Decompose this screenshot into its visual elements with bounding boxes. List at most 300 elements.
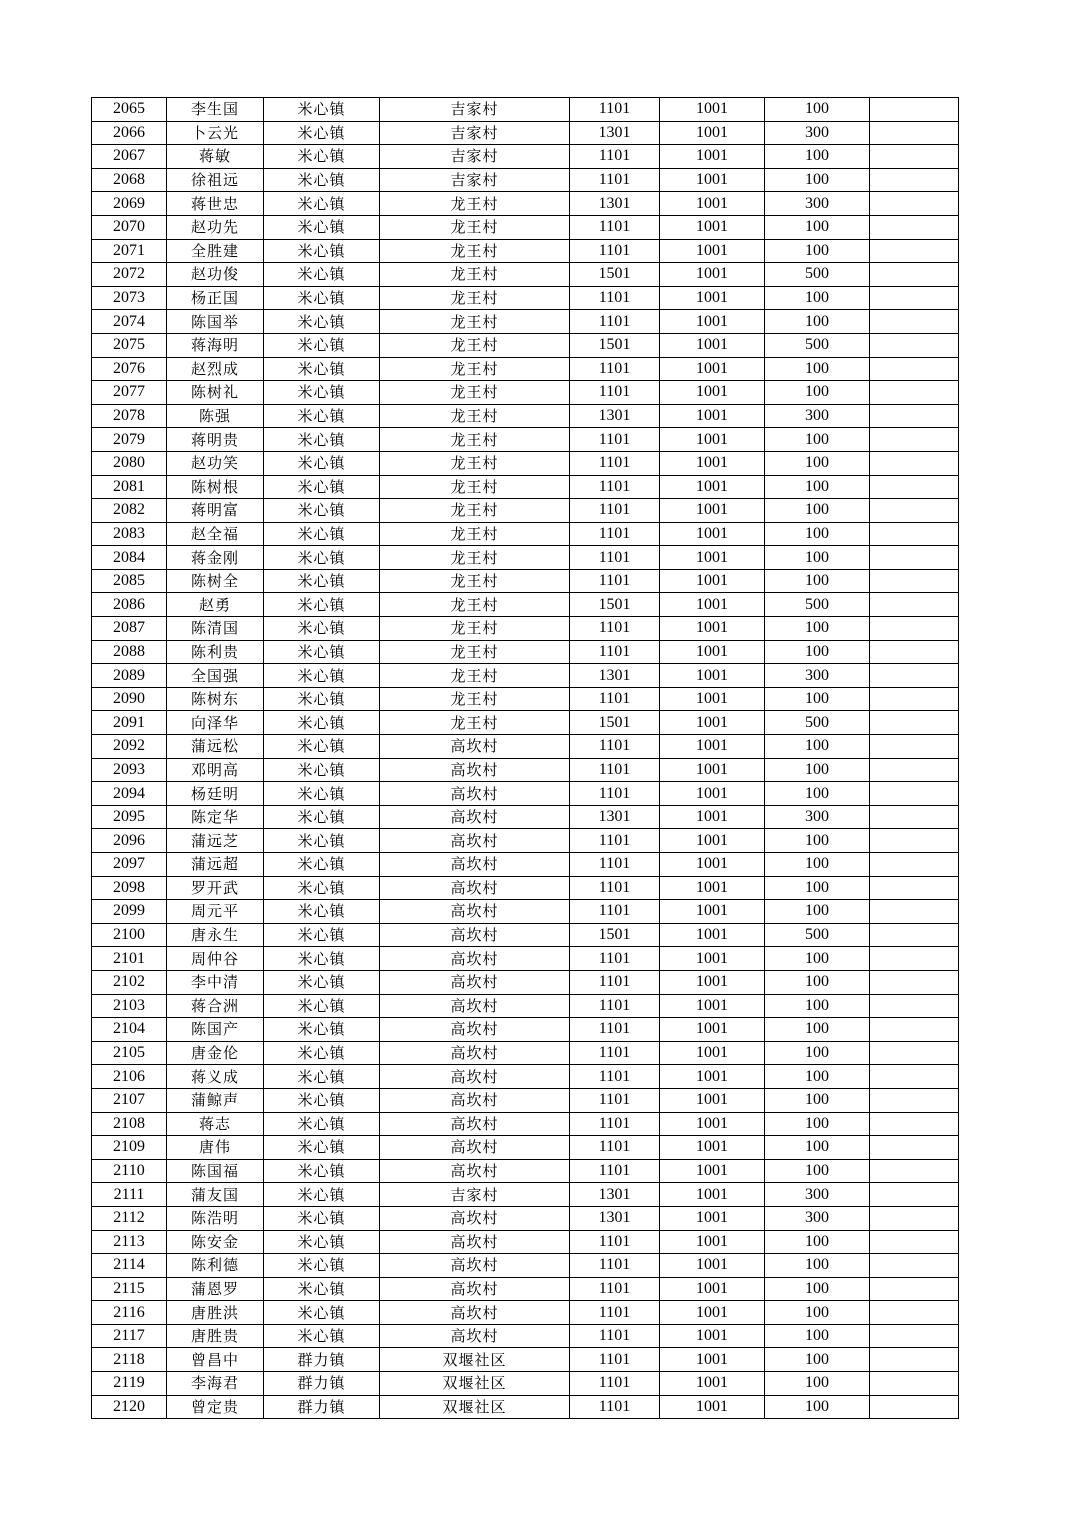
town-cell: 米心镇 [264, 1136, 380, 1160]
remark-cell [870, 546, 959, 570]
code-cell: 1101 [570, 758, 660, 782]
village-cell: 高坎村 [380, 876, 570, 900]
type-code-cell: 1001 [660, 121, 765, 145]
name-cell: 罗开武 [167, 876, 264, 900]
amount-cell: 100 [765, 1018, 870, 1042]
type-code-cell: 1001 [660, 168, 765, 192]
type-code-cell: 1001 [660, 805, 765, 829]
remark-cell [870, 381, 959, 405]
name-cell: 李中清 [167, 970, 264, 994]
amount-cell: 100 [765, 1301, 870, 1325]
type-code-cell: 1001 [660, 475, 765, 499]
name-cell: 陈树东 [167, 687, 264, 711]
name-cell: 赵功先 [167, 215, 264, 239]
row-number-cell: 2096 [92, 829, 167, 853]
row-number-cell: 2097 [92, 853, 167, 877]
town-cell: 米心镇 [264, 853, 380, 877]
type-code-cell: 1001 [660, 970, 765, 994]
code-cell: 1101 [570, 1254, 660, 1278]
village-cell: 高坎村 [380, 900, 570, 924]
amount-cell: 100 [765, 381, 870, 405]
town-cell: 米心镇 [264, 1041, 380, 1065]
table-row [92, 1088, 959, 1112]
row-number-cell: 2109 [92, 1136, 167, 1160]
amount-cell: 100 [765, 522, 870, 546]
table-row [92, 98, 959, 122]
type-code-cell: 1001 [660, 1018, 765, 1042]
amount-cell: 100 [765, 310, 870, 334]
name-cell: 赵烈成 [167, 357, 264, 381]
village-cell: 高坎村 [380, 1301, 570, 1325]
remark-cell [870, 1136, 959, 1160]
code-cell: 1101 [570, 428, 660, 452]
name-cell: 曾定贵 [167, 1395, 264, 1419]
row-number-cell: 2073 [92, 286, 167, 310]
amount-cell: 300 [765, 805, 870, 829]
type-code-cell: 1001 [660, 711, 765, 735]
name-cell: 杨廷明 [167, 782, 264, 806]
type-code-cell: 1001 [660, 876, 765, 900]
amount-cell: 100 [765, 145, 870, 169]
name-cell: 陈国产 [167, 1018, 264, 1042]
table-row [92, 1112, 959, 1136]
remark-cell [870, 1324, 959, 1348]
remark-cell [870, 593, 959, 617]
town-cell: 米心镇 [264, 1159, 380, 1183]
code-cell: 1101 [570, 1301, 660, 1325]
town-cell: 米心镇 [264, 687, 380, 711]
remark-cell [870, 758, 959, 782]
name-cell: 蒋敏 [167, 145, 264, 169]
row-number-cell: 2103 [92, 994, 167, 1018]
code-cell: 1101 [570, 168, 660, 192]
name-cell: 卜云光 [167, 121, 264, 145]
name-cell: 蒲恩罗 [167, 1277, 264, 1301]
table-row [92, 499, 959, 523]
type-code-cell: 1001 [660, 215, 765, 239]
town-cell: 米心镇 [264, 1183, 380, 1207]
table-row [92, 1277, 959, 1301]
row-number-cell: 2092 [92, 735, 167, 759]
name-cell: 陈定华 [167, 805, 264, 829]
type-code-cell: 1001 [660, 664, 765, 688]
table-row [92, 428, 959, 452]
remark-cell [870, 664, 959, 688]
row-number-cell: 2115 [92, 1277, 167, 1301]
name-cell: 蒋金刚 [167, 546, 264, 570]
town-cell: 米心镇 [264, 98, 380, 122]
type-code-cell: 1001 [660, 546, 765, 570]
town-cell: 米心镇 [264, 357, 380, 381]
table-row [92, 758, 959, 782]
row-number-cell: 2101 [92, 947, 167, 971]
amount-cell: 100 [765, 1065, 870, 1089]
table-row [92, 1065, 959, 1089]
village-cell: 吉家村 [380, 168, 570, 192]
town-cell: 米心镇 [264, 640, 380, 664]
table-row [92, 121, 959, 145]
town-cell: 米心镇 [264, 1277, 380, 1301]
remark-cell [870, 404, 959, 428]
type-code-cell: 1001 [660, 522, 765, 546]
amount-cell: 100 [765, 239, 870, 263]
code-cell: 1301 [570, 664, 660, 688]
table-row [92, 923, 959, 947]
village-cell: 高坎村 [380, 1041, 570, 1065]
village-cell: 高坎村 [380, 923, 570, 947]
name-cell: 蒋明贵 [167, 428, 264, 452]
name-cell: 蒋海明 [167, 333, 264, 357]
remark-cell [870, 829, 959, 853]
name-cell: 陈清国 [167, 617, 264, 641]
village-cell: 龙王村 [380, 404, 570, 428]
village-cell: 双堰社区 [380, 1348, 570, 1372]
remark-cell [870, 1230, 959, 1254]
table-row [92, 1159, 959, 1183]
village-cell: 吉家村 [380, 145, 570, 169]
name-cell: 周仲谷 [167, 947, 264, 971]
table-row [92, 1301, 959, 1325]
type-code-cell: 1001 [660, 98, 765, 122]
row-number-cell: 2070 [92, 215, 167, 239]
name-cell: 陈国举 [167, 310, 264, 334]
type-code-cell: 1001 [660, 192, 765, 216]
village-cell: 龙王村 [380, 593, 570, 617]
village-cell: 高坎村 [380, 1254, 570, 1278]
amount-cell: 100 [765, 1254, 870, 1278]
name-cell: 陈树礼 [167, 381, 264, 405]
data-table [91, 97, 959, 1419]
table-row [92, 145, 959, 169]
table-row [92, 239, 959, 263]
amount-cell: 100 [765, 451, 870, 475]
village-cell: 龙王村 [380, 192, 570, 216]
amount-cell: 300 [765, 404, 870, 428]
name-cell: 向泽华 [167, 711, 264, 735]
village-cell: 高坎村 [380, 947, 570, 971]
code-cell: 1101 [570, 546, 660, 570]
table-row [92, 1372, 959, 1396]
row-number-cell: 2120 [92, 1395, 167, 1419]
amount-cell: 100 [765, 1395, 870, 1419]
amount-cell: 100 [765, 829, 870, 853]
amount-cell: 100 [765, 735, 870, 759]
name-cell: 唐胜洪 [167, 1301, 264, 1325]
table-row [92, 853, 959, 877]
amount-cell: 100 [765, 1041, 870, 1065]
village-cell: 高坎村 [380, 1230, 570, 1254]
table-row [92, 168, 959, 192]
table-row [92, 687, 959, 711]
row-number-cell: 2118 [92, 1348, 167, 1372]
remark-cell [870, 1395, 959, 1419]
village-cell: 高坎村 [380, 735, 570, 759]
code-cell: 1101 [570, 1088, 660, 1112]
town-cell: 米心镇 [264, 994, 380, 1018]
remark-cell [870, 168, 959, 192]
table-row [92, 333, 959, 357]
table-row [92, 900, 959, 924]
row-number-cell: 2104 [92, 1018, 167, 1042]
code-cell: 1101 [570, 215, 660, 239]
table-row [92, 947, 959, 971]
town-cell: 米心镇 [264, 145, 380, 169]
table-row [92, 1206, 959, 1230]
remark-cell [870, 640, 959, 664]
table-body [92, 98, 959, 1419]
town-cell: 米心镇 [264, 1206, 380, 1230]
amount-cell: 100 [765, 1277, 870, 1301]
code-cell: 1101 [570, 829, 660, 853]
type-code-cell: 1001 [660, 1277, 765, 1301]
remark-cell [870, 711, 959, 735]
row-number-cell: 2077 [92, 381, 167, 405]
table-row [92, 1018, 959, 1042]
name-cell: 唐伟 [167, 1136, 264, 1160]
village-cell: 龙王村 [380, 546, 570, 570]
town-cell: 米心镇 [264, 593, 380, 617]
village-cell: 龙王村 [380, 381, 570, 405]
town-cell: 米心镇 [264, 522, 380, 546]
table-row [92, 1254, 959, 1278]
code-cell: 1101 [570, 451, 660, 475]
town-cell: 米心镇 [264, 121, 380, 145]
name-cell: 陈国福 [167, 1159, 264, 1183]
village-cell: 高坎村 [380, 853, 570, 877]
row-number-cell: 2091 [92, 711, 167, 735]
village-cell: 吉家村 [380, 1183, 570, 1207]
code-cell: 1101 [570, 522, 660, 546]
name-cell: 蒋志 [167, 1112, 264, 1136]
row-number-cell: 2072 [92, 263, 167, 287]
remark-cell [870, 98, 959, 122]
type-code-cell: 1001 [660, 499, 765, 523]
name-cell: 赵功俊 [167, 263, 264, 287]
type-code-cell: 1001 [660, 1254, 765, 1278]
remark-cell [870, 357, 959, 381]
village-cell: 高坎村 [380, 1206, 570, 1230]
name-cell: 蒋明富 [167, 499, 264, 523]
amount-cell: 100 [765, 569, 870, 593]
town-cell: 米心镇 [264, 1065, 380, 1089]
code-cell: 1501 [570, 923, 660, 947]
name-cell: 陈浩明 [167, 1206, 264, 1230]
table-row [92, 192, 959, 216]
row-number-cell: 2119 [92, 1372, 167, 1396]
code-cell: 1101 [570, 569, 660, 593]
town-cell: 米心镇 [264, 970, 380, 994]
code-cell: 1101 [570, 1348, 660, 1372]
table-row [92, 451, 959, 475]
name-cell: 全国强 [167, 664, 264, 688]
amount-cell: 100 [765, 1324, 870, 1348]
table-row [92, 805, 959, 829]
row-number-cell: 2067 [92, 145, 167, 169]
code-cell: 1101 [570, 310, 660, 334]
type-code-cell: 1001 [660, 333, 765, 357]
village-cell: 龙王村 [380, 286, 570, 310]
remark-cell [870, 451, 959, 475]
code-cell: 1101 [570, 970, 660, 994]
code-cell: 1101 [570, 640, 660, 664]
remark-cell [870, 947, 959, 971]
name-cell: 陈树根 [167, 475, 264, 499]
amount-cell: 100 [765, 1348, 870, 1372]
row-number-cell: 2090 [92, 687, 167, 711]
type-code-cell: 1001 [660, 1348, 765, 1372]
remark-cell [870, 1183, 959, 1207]
village-cell: 龙王村 [380, 687, 570, 711]
table-row [92, 617, 959, 641]
remark-cell [870, 994, 959, 1018]
name-cell: 蒋义成 [167, 1065, 264, 1089]
table-row [92, 286, 959, 310]
remark-cell [870, 687, 959, 711]
type-code-cell: 1001 [660, 451, 765, 475]
code-cell: 1101 [570, 499, 660, 523]
amount-cell: 100 [765, 1136, 870, 1160]
table-row [92, 263, 959, 287]
code-cell: 1101 [570, 900, 660, 924]
name-cell: 陈强 [167, 404, 264, 428]
table-row [92, 782, 959, 806]
table-row [92, 829, 959, 853]
town-cell: 米心镇 [264, 617, 380, 641]
village-cell: 高坎村 [380, 758, 570, 782]
amount-cell: 100 [765, 947, 870, 971]
town-cell: 米心镇 [264, 1088, 380, 1112]
village-cell: 龙王村 [380, 499, 570, 523]
town-cell: 米心镇 [264, 876, 380, 900]
remark-cell [870, 1372, 959, 1396]
type-code-cell: 1001 [660, 923, 765, 947]
name-cell: 赵勇 [167, 593, 264, 617]
table-row [92, 664, 959, 688]
remark-cell [870, 215, 959, 239]
name-cell: 蒋世忠 [167, 192, 264, 216]
village-cell: 高坎村 [380, 829, 570, 853]
remark-cell [870, 923, 959, 947]
type-code-cell: 1001 [660, 687, 765, 711]
village-cell: 龙王村 [380, 333, 570, 357]
amount-cell: 100 [765, 782, 870, 806]
code-cell: 1101 [570, 1372, 660, 1396]
type-code-cell: 1001 [660, 1206, 765, 1230]
town-cell: 米心镇 [264, 475, 380, 499]
code-cell: 1101 [570, 239, 660, 263]
name-cell: 陈树全 [167, 569, 264, 593]
amount-cell: 100 [765, 853, 870, 877]
town-cell: 米心镇 [264, 947, 380, 971]
code-cell: 1101 [570, 1277, 660, 1301]
village-cell: 高坎村 [380, 1324, 570, 1348]
code-cell: 1101 [570, 1230, 660, 1254]
code-cell: 1101 [570, 286, 660, 310]
village-cell: 吉家村 [380, 98, 570, 122]
row-number-cell: 2066 [92, 121, 167, 145]
row-number-cell: 2078 [92, 404, 167, 428]
row-number-cell: 2068 [92, 168, 167, 192]
type-code-cell: 1001 [660, 994, 765, 1018]
remark-cell [870, 853, 959, 877]
village-cell: 高坎村 [380, 782, 570, 806]
code-cell: 1101 [570, 947, 660, 971]
code-cell: 1101 [570, 1112, 660, 1136]
name-cell: 周元平 [167, 900, 264, 924]
remark-cell [870, 121, 959, 145]
remark-cell [870, 428, 959, 452]
name-cell: 李海君 [167, 1372, 264, 1396]
code-cell: 1101 [570, 1395, 660, 1419]
type-code-cell: 1001 [660, 1324, 765, 1348]
amount-cell: 100 [765, 900, 870, 924]
code-cell: 1301 [570, 805, 660, 829]
amount-cell: 300 [765, 1206, 870, 1230]
town-cell: 米心镇 [264, 1301, 380, 1325]
amount-cell: 100 [765, 98, 870, 122]
table-row [92, 215, 959, 239]
table-row [92, 475, 959, 499]
row-number-cell: 2094 [92, 782, 167, 806]
code-cell: 1501 [570, 593, 660, 617]
amount-cell: 500 [765, 593, 870, 617]
town-cell: 米心镇 [264, 1018, 380, 1042]
town-cell: 米心镇 [264, 499, 380, 523]
row-number-cell: 2099 [92, 900, 167, 924]
village-cell: 双堰社区 [380, 1372, 570, 1396]
table-row [92, 1041, 959, 1065]
village-cell: 高坎村 [380, 1018, 570, 1042]
type-code-cell: 1001 [660, 758, 765, 782]
remark-cell [870, 1088, 959, 1112]
remark-cell [870, 1018, 959, 1042]
town-cell: 群力镇 [264, 1372, 380, 1396]
town-cell: 米心镇 [264, 900, 380, 924]
amount-cell: 100 [765, 994, 870, 1018]
remark-cell [870, 617, 959, 641]
remark-cell [870, 1159, 959, 1183]
amount-cell: 100 [765, 1159, 870, 1183]
row-number-cell: 2117 [92, 1324, 167, 1348]
table-row [92, 970, 959, 994]
type-code-cell: 1001 [660, 1159, 765, 1183]
table-row [92, 711, 959, 735]
row-number-cell: 2075 [92, 333, 167, 357]
code-cell: 1101 [570, 98, 660, 122]
remark-cell [870, 239, 959, 263]
town-cell: 米心镇 [264, 1324, 380, 1348]
remark-cell [870, 735, 959, 759]
row-number-cell: 2116 [92, 1301, 167, 1325]
type-code-cell: 1001 [660, 381, 765, 405]
village-cell: 龙王村 [380, 711, 570, 735]
code-cell: 1101 [570, 145, 660, 169]
remark-cell [870, 475, 959, 499]
name-cell: 陈利贵 [167, 640, 264, 664]
type-code-cell: 1001 [660, 1136, 765, 1160]
remark-cell [870, 876, 959, 900]
code-cell: 1101 [570, 357, 660, 381]
village-cell: 高坎村 [380, 1159, 570, 1183]
remark-cell [870, 1041, 959, 1065]
town-cell: 米心镇 [264, 428, 380, 452]
table-row [92, 1230, 959, 1254]
town-cell: 米心镇 [264, 263, 380, 287]
village-cell: 高坎村 [380, 1112, 570, 1136]
type-code-cell: 1001 [660, 404, 765, 428]
table-row [92, 381, 959, 405]
remark-cell [870, 263, 959, 287]
